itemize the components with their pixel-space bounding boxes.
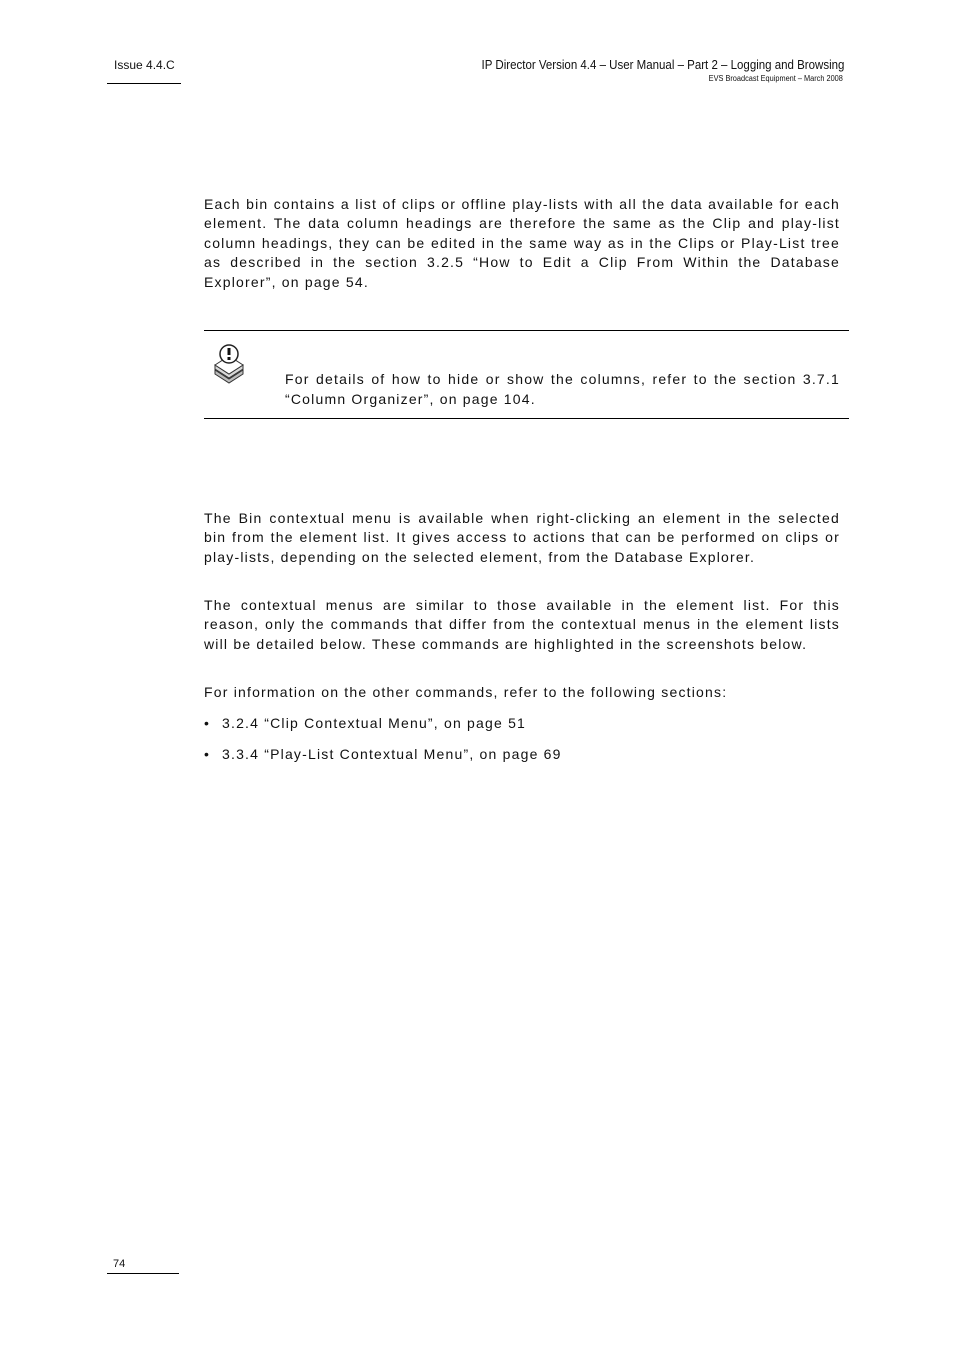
document-title: IP Director Version 4.4 – User Manual – Part 2 – Logging and Browsing (481, 58, 844, 72)
list-item (204, 745, 562, 764)
paragraph-contextual-menus: The contextual menus are similar to those available in the element list. For this reason, only the commands that differ from the contextual menus in the element lists will be detailed below. These commands are highlighted in the screenshots below. (204, 597, 840, 652)
note-top-rule (204, 330, 849, 331)
bullet-dot: • (204, 746, 211, 762)
document-subtitle: EVS Broadcast Equipment – March 2008 (708, 74, 843, 83)
list-item-text: 3.3.4 “Play-List Contextual Menu”, on page 69 (222, 746, 562, 762)
page-number: 74 (113, 1258, 126, 1270)
paragraph-bin-contextual-menu: The Bin contextual menu is available when right-clicking an element in the selected bin from the element list. It gives access to actions that can be performed on clips or play-lists, depending on the selected element, from the Database Explorer. (204, 510, 840, 565)
note-icon (211, 343, 247, 385)
note-text: For details of how to hide or show the columns, refer to the section 3.7.1 “Column Organizer”, on page 104. (285, 371, 840, 407)
header-rule (107, 83, 181, 84)
list-item (204, 714, 526, 733)
note-bottom-rule (204, 418, 849, 419)
footer-rule (107, 1273, 179, 1274)
paragraph-other-commands: For information on the other commands, refer to the following sections: (204, 684, 728, 700)
paragraph-bin-contents: Each bin contains a list of clips or offline play-lists with all the data available for each element. The data column headings are therefore the same as the Clip and play-list column headings, they can be edited in the same way as in the Clips or Play-List tree as described in the section 3.2.5 “How to Edit a Clip From Within the Database Explorer”, on page 54. (204, 196, 840, 290)
list-item-text: 3.2.4 “Clip Contextual Menu”, on page 51 (222, 715, 527, 731)
issue-label: Issue 4.4.C (114, 58, 175, 72)
bullet-dot: • (204, 715, 211, 731)
